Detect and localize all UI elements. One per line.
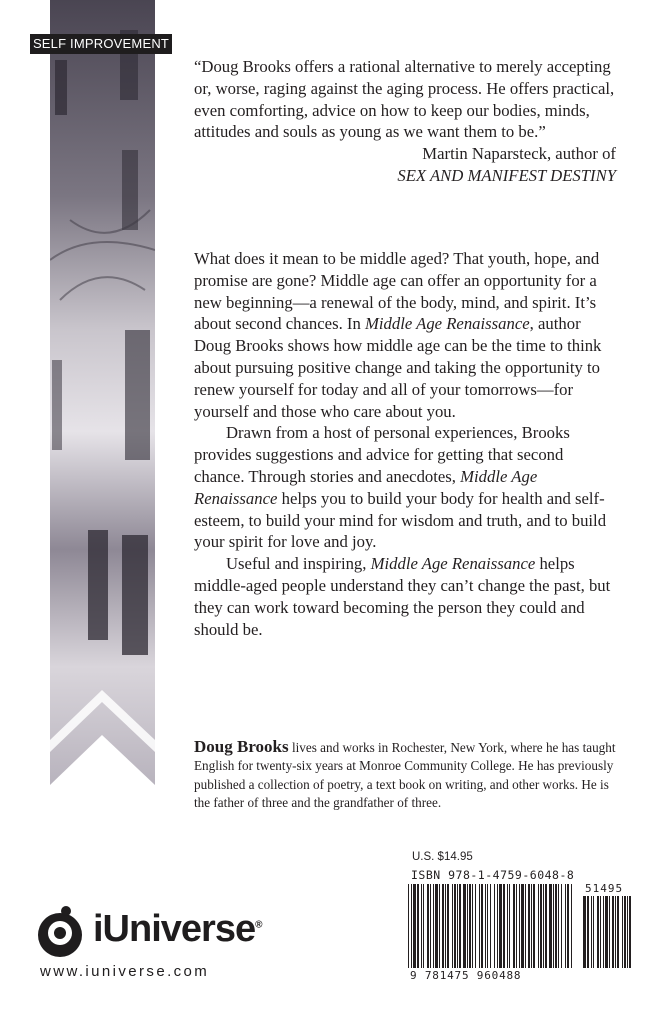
barcode-bar bbox=[472, 884, 473, 968]
barcode-bar bbox=[499, 884, 502, 968]
barcode-bar bbox=[593, 896, 594, 968]
price: U.S. $14.95 bbox=[412, 851, 473, 863]
barcode-bar bbox=[494, 884, 495, 968]
barcode-bar bbox=[439, 884, 440, 968]
barcode-bar bbox=[459, 884, 461, 968]
barcode-bar bbox=[612, 896, 614, 968]
barcode-bar bbox=[442, 884, 444, 968]
barcode-bar bbox=[553, 884, 554, 968]
barcode-bar bbox=[558, 884, 559, 968]
publisher-name: iUniverse® bbox=[93, 908, 262, 950]
barcode-bar bbox=[538, 884, 539, 968]
barcode-bar bbox=[427, 884, 429, 968]
barcode-bar bbox=[617, 896, 619, 968]
book-description bbox=[194, 248, 616, 640]
barcode-bar bbox=[421, 884, 422, 968]
category-label: SELF IMPROVEMENT bbox=[30, 34, 172, 54]
barcode-bar bbox=[497, 884, 498, 968]
barcode-bar bbox=[513, 884, 515, 968]
publisher-website: www.iuniverse.com bbox=[40, 963, 210, 980]
barcode-bar bbox=[545, 884, 547, 968]
barcode-bar bbox=[597, 896, 599, 968]
barcode-bar bbox=[549, 884, 552, 968]
barcode-bar bbox=[567, 884, 569, 968]
barcode-bar bbox=[624, 896, 626, 968]
barcode-bar bbox=[509, 884, 510, 968]
barcode-bar bbox=[587, 896, 589, 968]
barcode-bar bbox=[561, 884, 562, 968]
barcode-number: 9 781475 960488 bbox=[410, 969, 522, 982]
barcode-bar bbox=[543, 884, 544, 968]
barcode-bar bbox=[521, 884, 524, 968]
barcode-bar bbox=[469, 884, 471, 968]
barcode-bar bbox=[528, 884, 530, 968]
barcode-bar bbox=[433, 884, 434, 968]
description-paragraph-1: What does it mean to be middle aged? That youth, hope, and promise are gone? Middle age can offer an opportunity for a new beginning—a renewal of the body, mind, and spirit. It’s about second chances. In Middle Age Renaissance, author Doug Brooks shows how middle age can be the time to think about pursuing positive change and taking the opportunity to renew yourself for today and all of your tomorrows—for yourself and those who care about you. bbox=[194, 249, 602, 421]
barcode-bar bbox=[600, 896, 601, 968]
barcode-bar bbox=[463, 884, 466, 968]
barcode-bar bbox=[479, 884, 480, 968]
barcode-bar bbox=[603, 896, 604, 968]
barcode-bar bbox=[485, 884, 486, 968]
barcode-bar bbox=[605, 896, 608, 968]
description-paragraph-3: Useful and inspiring, Middle Age Renaissance helps middle-aged people understand they can’t change the past, but they can work toward becoming the person they could and should be. bbox=[194, 554, 611, 639]
barcode-bar bbox=[487, 884, 488, 968]
barcode-bar bbox=[583, 896, 586, 968]
endorsement-book-title: SEX AND MANIFEST DESTINY bbox=[397, 165, 616, 185]
endorsement-quote-block bbox=[194, 56, 616, 187]
barcode-bar bbox=[417, 884, 419, 968]
barcode-bar bbox=[609, 896, 610, 968]
description-paragraph-2: Drawn from a host of personal experiences, Brooks provides suggestions and advice for getting that second chance. Through stories and anecdotes, Middle Age Renaissance helps you to build your body for health and self-esteem, to build your mind for wisdom and truth, and to build your spirit for love and joy. bbox=[194, 423, 607, 552]
barcode-bar bbox=[565, 884, 566, 968]
barcode-bar bbox=[481, 884, 483, 968]
barcode-bar bbox=[413, 884, 416, 968]
barcode-bar bbox=[629, 896, 631, 968]
barcode-bar bbox=[571, 884, 572, 968]
barcode-bar bbox=[475, 884, 476, 968]
barcode-bar bbox=[615, 896, 616, 968]
barcode bbox=[400, 882, 640, 982]
barcode-bar bbox=[622, 896, 623, 968]
author-name: Doug Brooks bbox=[194, 737, 289, 756]
barcode-bar bbox=[503, 884, 505, 968]
barcode-addon-number: 51495 bbox=[585, 882, 624, 895]
barcode-bar bbox=[454, 884, 456, 968]
author-bio-text: lives and works in Rochester, New York, where he has taught English for twenty-six years at Monroe Community College. He has previously published a collection of poetry, a text book on writing, and other works. He is the father of three and the grandfather of three. bbox=[194, 740, 616, 811]
barcode-bar bbox=[447, 884, 449, 968]
endorsement-quote: “Doug Brooks offers a rational alternative to merely accepting or, worse, raging against the aging process. He offers practical, even comforting, advice on how to keep our bodies, minds, attitudes and souls as young as we want them to be.” bbox=[194, 57, 615, 142]
author-bio bbox=[194, 738, 616, 813]
barcode-bar bbox=[411, 884, 412, 968]
barcode-bar bbox=[452, 884, 453, 968]
barcode-bar bbox=[555, 884, 557, 968]
barcode-bar bbox=[540, 884, 542, 968]
barcode-bar bbox=[435, 884, 438, 968]
barcode-bar bbox=[525, 884, 526, 968]
barcode-bar bbox=[533, 884, 535, 968]
barcode-bar bbox=[445, 884, 446, 968]
barcode-bar bbox=[490, 884, 491, 968]
barcode-bar bbox=[591, 896, 592, 968]
endorsement-attribution: Martin Naparsteck, author of bbox=[422, 144, 616, 164]
barcode-bar bbox=[430, 884, 431, 968]
barcode-bar bbox=[457, 884, 458, 968]
barcode-bar bbox=[531, 884, 532, 968]
barcode-bar bbox=[516, 884, 517, 968]
barcode-bar bbox=[507, 884, 508, 968]
barcode-bar bbox=[423, 884, 424, 968]
barcode-bar bbox=[467, 884, 468, 968]
barcode-bar bbox=[519, 884, 520, 968]
barcode-bar bbox=[627, 896, 628, 968]
isbn: ISBN 978-1-4759-6048-8 bbox=[411, 868, 575, 882]
cover-photo-ribbon bbox=[50, 0, 155, 785]
barcode-bar bbox=[408, 884, 409, 968]
